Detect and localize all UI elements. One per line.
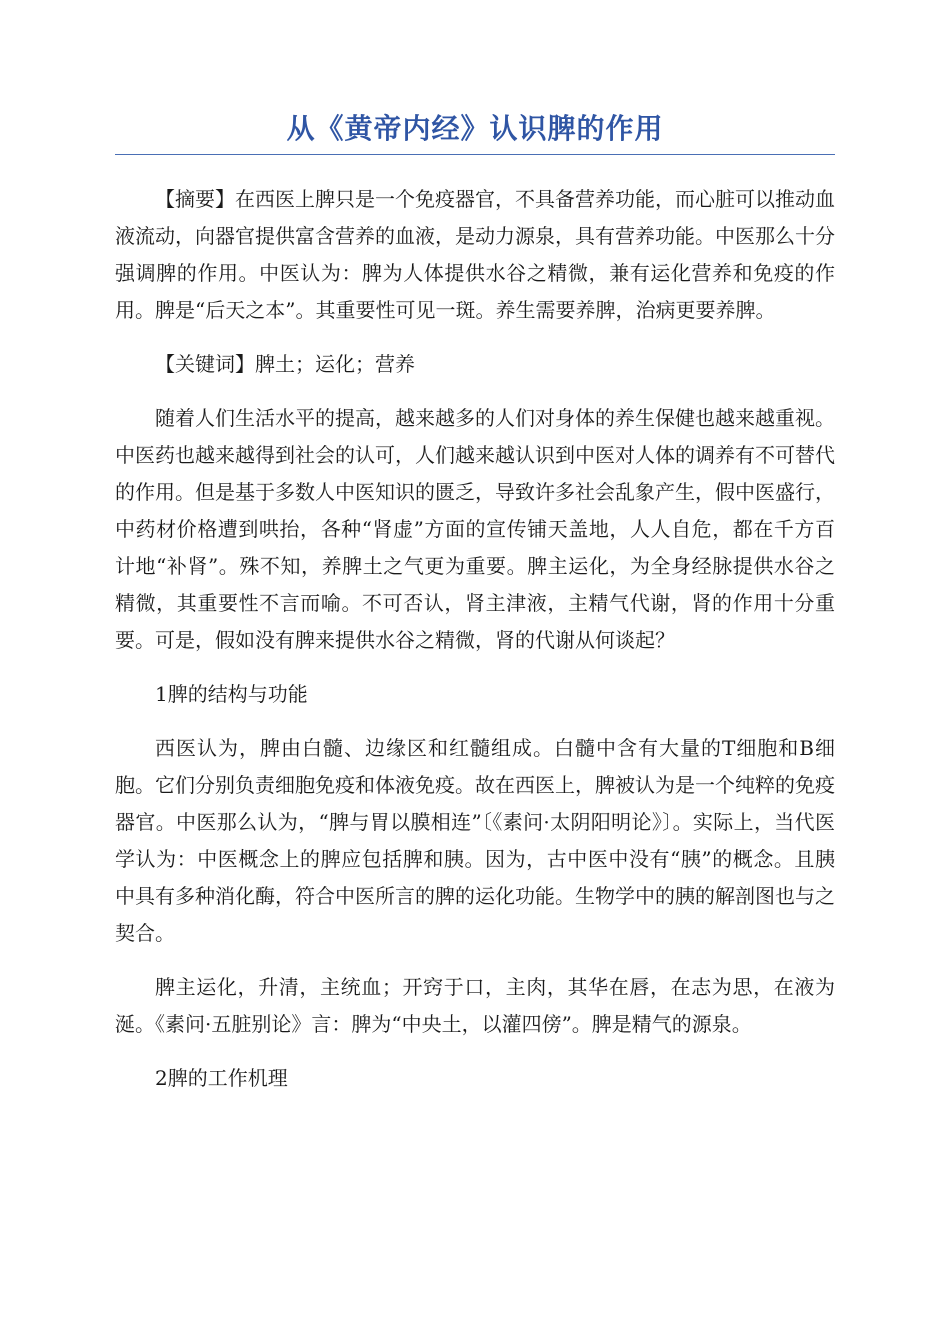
structure-paragraph: 西医认为，脾由白髓、边缘区和红髓组成。白髓中含有大量的T细胞和B细胞。它们分别负责细胞免疫和体液免疫。故在西医上，脾被认为是一个纯粹的免疫器官。中医那么认为，“脾与胃以膜相连”〔《素问·太阴阳明论》〕。实际上，当代医学认为：中医概念上的脾应包括脾和胰。因为，古中医中没有“胰”的概念。且胰中具有多种消化酶，符合中医所言的脾的运化功能。生物学中的胰的解剖图也与之契合。 [115, 736, 835, 945]
function-paragraph: 脾主运化，升清，主统血；开窍于口，主肉，其华在唇，在志为思，在液为涎。《素问·五脏别论》言：脾为“中央土，以灌四傍”。脾是精气的源泉。 [115, 975, 835, 1036]
section-heading-2: 2脾的工作机理 [155, 1066, 288, 1090]
title-underline [115, 154, 835, 155]
keywords-paragraph: 【关键词】脾土；运化；营养 [155, 352, 415, 376]
section-heading-1: 1脾的结构与功能 [155, 682, 308, 706]
document-title: 从《黄帝内经》认识脾的作用 [286, 112, 664, 145]
document-page [115, 108, 835, 1114]
intro-paragraph: 随着人们生活水平的提高，越来越多的人们对身体的养生保健也越来越重视。中医药也越来越得到社会的认可，人们越来越认识到中医对人体的调养有不可替代的作用。但是基于多数人中医知识的匮乏，导致许多社会乱象产生，假中医盛行，中药材价格遭到哄抬，各种“肾虚”方面的宣传铺天盖地，人人自危，都在千方百计地“补肾”。殊不知，养脾土之气更为重要。脾主运化，为全身经脉提供水谷之精微，其重要性不言而喻。不可否认，肾主津液，主精气代谢，肾的作用十分重要。可是，假如没有脾来提供水谷之精微，肾的代谢从何谈起？ [115, 406, 835, 652]
abstract-paragraph: 【摘要】在西医上脾只是一个免疫器官，不具备营养功能，而心脏可以推动血液流动，向器官提供富含营养的血液，是动力源泉，具有营养功能。中医那么十分强调脾的作用。中医认为：脾为人体提供水谷之精微，兼有运化营养和免疫的作用。脾是“后天之本”。其重要性可见一斑。养生需要养脾，治病更要养脾。 [115, 187, 835, 322]
